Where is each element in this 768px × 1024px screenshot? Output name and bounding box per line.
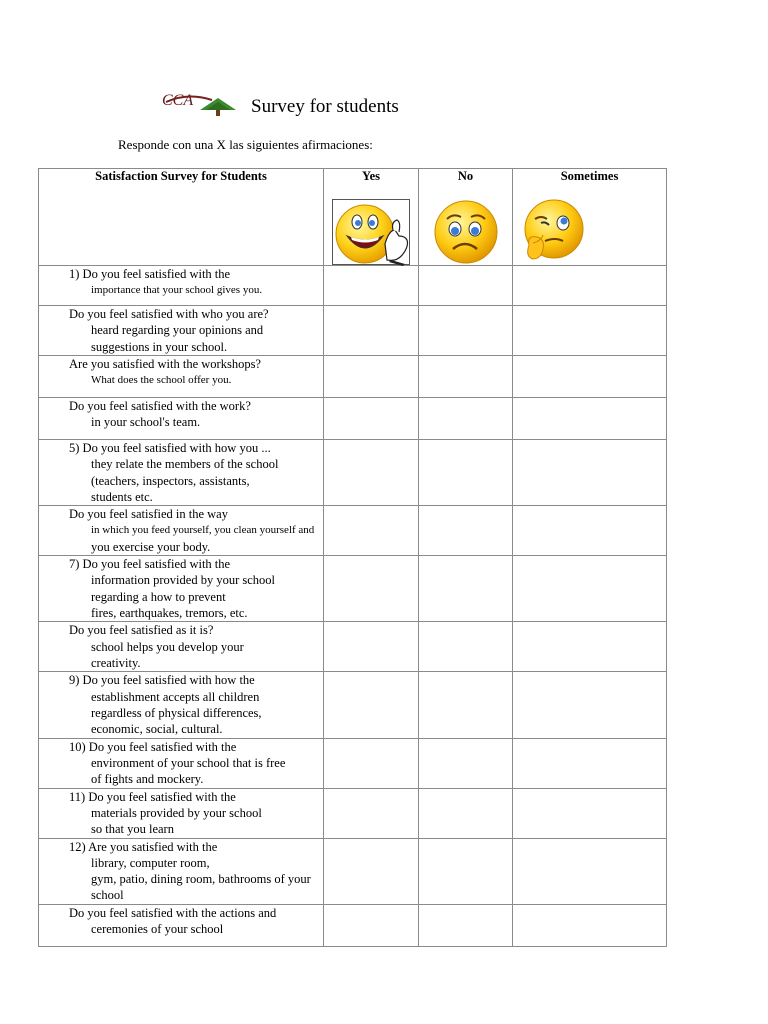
question-cell [39, 904, 324, 946]
answer-no-cell[interactable] [419, 356, 513, 398]
question-line: 11) Do you feel satisfied with the [69, 789, 236, 804]
answer-sometimes-cell[interactable] [513, 788, 667, 838]
answer-no-cell[interactable] [419, 556, 513, 622]
answer-no-cell[interactable] [419, 440, 513, 506]
answer-yes-cell[interactable] [324, 306, 419, 356]
answer-sometimes-cell[interactable] [513, 838, 667, 904]
table-row [39, 672, 667, 738]
answer-yes-cell[interactable] [324, 266, 419, 306]
answer-sometimes-cell[interactable] [513, 398, 667, 440]
sad-face-icon [433, 199, 499, 265]
question-text [39, 622, 323, 671]
thinking-face-icon [521, 199, 587, 265]
question-text [39, 739, 323, 788]
answer-yes-cell[interactable] [324, 506, 419, 556]
question-line: 10) Do you feel satisfied with the [69, 739, 237, 754]
answer-sometimes-cell[interactable] [513, 506, 667, 556]
answer-no-cell[interactable] [419, 738, 513, 788]
question-line: materials provided by your school [91, 805, 262, 820]
answer-yes-cell[interactable] [324, 398, 419, 440]
column-no-label: No [457, 169, 474, 183]
column-sometimes-label: Sometimes [560, 169, 619, 183]
question-text [39, 440, 323, 505]
question-line: fires, earthquakes, tremors, etc. [91, 606, 248, 621]
question-cell [39, 398, 324, 440]
table-row [39, 506, 667, 556]
table-row [39, 356, 667, 398]
table-row [39, 266, 667, 306]
question-cell [39, 622, 324, 672]
question-line: ceremonies of your school [91, 922, 224, 937]
table-row [39, 622, 667, 672]
answer-sometimes-cell[interactable] [513, 904, 667, 946]
answer-sometimes-cell[interactable] [513, 622, 667, 672]
question-line: 1) Do you feel satisfied with the [69, 267, 231, 281]
answer-no-cell[interactable] [419, 622, 513, 672]
answer-no-cell[interactable] [419, 838, 513, 904]
question-line: school helps you develop your [91, 639, 244, 654]
question-line: 12) Are you satisfied with the [69, 839, 218, 854]
answer-sometimes-cell[interactable] [513, 738, 667, 788]
survey-header-title: Satisfaction Survey for Students [39, 169, 324, 266]
question-line: Do you feel satisfied in the way [69, 507, 228, 522]
question-cell [39, 506, 324, 556]
question-line: library, computer room, [91, 855, 210, 870]
table-row [39, 440, 667, 506]
question-text [39, 556, 323, 621]
table-row [39, 904, 667, 946]
question-text [39, 398, 323, 431]
question-line: in your school's team. [91, 415, 201, 430]
answer-no-cell[interactable] [419, 266, 513, 306]
column-yes-label: Yes [361, 169, 381, 183]
answer-yes-cell[interactable] [324, 356, 419, 398]
table-row [39, 738, 667, 788]
answer-yes-cell[interactable] [324, 904, 419, 946]
question-line: (teachers, inspectors, assistants, [91, 473, 250, 488]
answer-yes-cell[interactable] [324, 672, 419, 738]
answer-sometimes-cell[interactable] [513, 266, 667, 306]
question-line: information provided by your school [91, 573, 275, 588]
question-line: environment of your school that is free [91, 755, 286, 770]
question-line: What does the school offer you. [91, 374, 232, 387]
happy-thumbs-up-icon [332, 199, 410, 265]
question-line: they relate the members of the school [91, 457, 279, 472]
answer-sometimes-cell[interactable] [513, 440, 667, 506]
question-cell [39, 838, 324, 904]
answer-sometimes-cell[interactable] [513, 306, 667, 356]
question-text [39, 905, 323, 938]
answer-yes-cell[interactable] [324, 738, 419, 788]
question-cell [39, 306, 324, 356]
answer-no-cell[interactable] [419, 398, 513, 440]
answer-sometimes-cell[interactable] [513, 672, 667, 738]
question-text [39, 266, 323, 299]
table-row [39, 838, 667, 904]
table-header-row [39, 169, 667, 266]
column-yes-header [324, 169, 419, 266]
question-line: in which you feed yourself, you clean yourself and [91, 524, 315, 537]
answer-no-cell[interactable] [419, 904, 513, 946]
question-text [39, 306, 323, 355]
question-line: establishment accepts all children [91, 689, 260, 704]
question-line: Do you feel satisfied as it is? [69, 623, 214, 638]
question-line: school [91, 888, 124, 903]
survey-table [38, 168, 667, 947]
question-line: Do you feel satisfied with the actions and [69, 905, 277, 920]
question-cell [39, 672, 324, 738]
survey-rows [39, 266, 667, 947]
question-line: so that you learn [91, 822, 174, 837]
answer-no-cell[interactable] [419, 788, 513, 838]
answer-yes-cell[interactable] [324, 622, 419, 672]
page-title: Survey for students [251, 96, 399, 117]
question-line: 5) Do you feel satisfied with how you ... [69, 441, 271, 455]
question-text [39, 789, 323, 838]
school-logo [160, 88, 240, 118]
question-line: 7) Do you feel satisfied with the [69, 557, 231, 572]
answer-no-cell[interactable] [419, 306, 513, 356]
question-line: you exercise your body. [91, 539, 211, 554]
question-line: suggestions in your school. [91, 339, 228, 354]
question-line: regarding a how to prevent [91, 589, 226, 604]
instruction-text: Responde con una X las siguientes afirmaciones: [118, 137, 373, 152]
column-sometimes-header [513, 169, 667, 266]
question-line: 9) Do you feel satisfied with how the [69, 673, 255, 688]
table-row [39, 788, 667, 838]
question-line: Do you feel satisfied with the work? [69, 399, 251, 413]
logo-text: CCA [162, 92, 194, 109]
answer-no-cell[interactable] [419, 506, 513, 556]
question-cell [39, 356, 324, 398]
question-cell [39, 788, 324, 838]
answer-no-cell[interactable] [419, 672, 513, 738]
question-line: creativity. [91, 655, 141, 670]
question-line: Are you satisfied with the workshops? [69, 357, 261, 371]
question-cell [39, 266, 324, 306]
question-text [39, 356, 323, 389]
column-no-header [419, 169, 513, 266]
table-row [39, 306, 667, 356]
question-line: regardless of physical differences, [91, 705, 262, 720]
table-row [39, 556, 667, 622]
question-line: importance that your school gives you. [91, 284, 263, 297]
question-cell [39, 556, 324, 622]
question-line: students etc. [91, 489, 153, 504]
answer-yes-cell[interactable] [324, 440, 419, 506]
question-cell [39, 440, 324, 506]
question-line: Do you feel satisfied with who you are? [69, 307, 269, 321]
answer-yes-cell[interactable] [324, 838, 419, 904]
answer-sometimes-cell[interactable] [513, 356, 667, 398]
table-row [39, 398, 667, 440]
question-text [39, 672, 323, 737]
question-line: of fights and mockery. [91, 772, 204, 787]
answer-yes-cell[interactable] [324, 788, 419, 838]
answer-yes-cell[interactable] [324, 556, 419, 622]
question-line: heard regarding your opinions and [91, 323, 264, 338]
question-text [39, 839, 323, 904]
answer-sometimes-cell[interactable] [513, 556, 667, 622]
question-text [39, 506, 323, 555]
question-line: economic, social, cultural. [91, 722, 223, 737]
question-cell [39, 738, 324, 788]
question-line: gym, patio, dining room, bathrooms of your [91, 872, 311, 887]
